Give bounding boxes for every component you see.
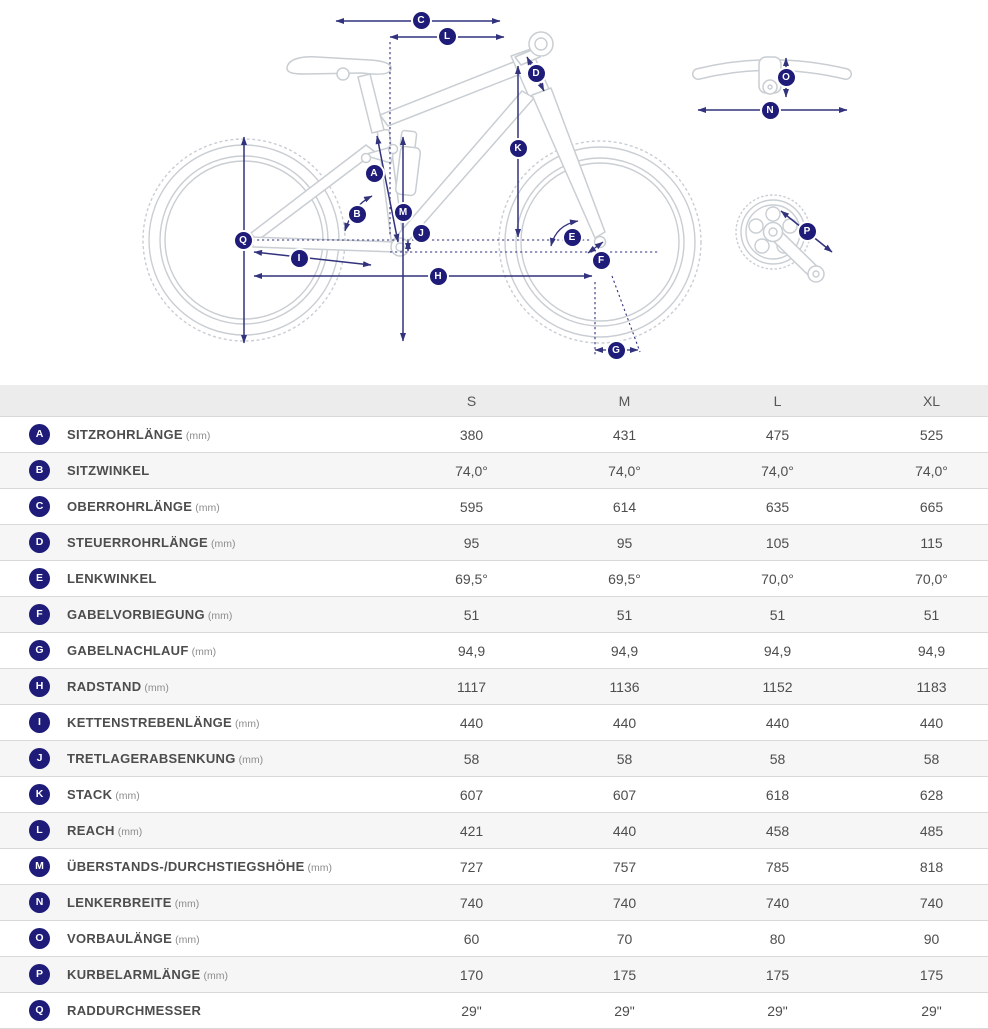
value-s: 58: [395, 741, 548, 777]
value-xl: 29": [854, 993, 988, 1029]
row-letter-badge: F: [29, 604, 50, 625]
value-l: 458: [701, 813, 854, 849]
measurement-label: ÜBERSTANDS-/DURCHSTIEGSHÖHE: [67, 858, 305, 874]
diagram-label-b: B: [347, 204, 368, 225]
value-xl: 628: [854, 777, 988, 813]
chain-stay: [252, 237, 397, 252]
value-m: 69,5°: [548, 561, 701, 597]
measurement-unit: (mm): [195, 501, 220, 514]
value-s: 1117: [395, 669, 548, 705]
value-xl: 74,0°: [854, 453, 988, 489]
crank-spindle: [764, 223, 783, 242]
value-xl: 70,0°: [854, 561, 988, 597]
measurement-unit: (mm): [175, 933, 200, 946]
diagram-label-n: N: [760, 100, 781, 121]
table-row: [0, 633, 988, 669]
row-letter-badge: H: [29, 676, 50, 697]
value-m: 614: [548, 489, 701, 525]
value-xl: 94,9: [854, 633, 988, 669]
measurement-label: RADSTAND: [67, 678, 142, 694]
diagram-label-i: I: [289, 248, 310, 269]
measurement-label: LENKWINKEL: [67, 570, 157, 586]
value-s: 29": [395, 993, 548, 1029]
corner-header-empty: [0, 385, 66, 417]
value-m: 740: [548, 885, 701, 921]
value-xl: 175: [854, 957, 988, 993]
diagram-label-j: J: [411, 223, 432, 244]
value-xl: 51: [854, 597, 988, 633]
front-hub: [595, 237, 606, 248]
diagram-label-a: A: [364, 163, 385, 184]
value-m: 757: [548, 849, 701, 885]
value-s: 95: [395, 525, 548, 561]
row-letter-badge: Q: [29, 1000, 50, 1021]
measurement-label: OBERROHRLÄNGE: [67, 498, 193, 514]
row-letter-badge: J: [29, 748, 50, 769]
value-xl: 740: [854, 885, 988, 921]
value-xl: 818: [854, 849, 988, 885]
table-header: [0, 385, 988, 417]
rear-shock: [395, 146, 421, 196]
row-letter-badge: P: [29, 964, 50, 985]
row-letter-badge: N: [29, 892, 50, 913]
value-m: 95: [548, 525, 701, 561]
diagram-label-l: L: [437, 26, 458, 47]
table-row: [0, 705, 988, 741]
row-letter-badge: K: [29, 784, 50, 805]
value-m: 175: [548, 957, 701, 993]
value-xl: 665: [854, 489, 988, 525]
value-l: 51: [701, 597, 854, 633]
value-s: 69,5°: [395, 561, 548, 597]
value-l: 785: [701, 849, 854, 885]
row-letter-badge: E: [29, 568, 50, 589]
measurement-unit: (mm): [115, 789, 140, 802]
value-m: 74,0°: [548, 453, 701, 489]
measurement-unit: (mm): [191, 645, 217, 658]
measurement-label: GABELNACHLAUF: [67, 642, 189, 658]
row-letter-badge: I: [29, 712, 50, 733]
row-letter-badge: O: [29, 928, 50, 949]
diagram-label-d: D: [526, 63, 547, 84]
value-m: 29": [548, 993, 701, 1029]
value-m: 1136: [548, 669, 701, 705]
value-xl: 525: [854, 417, 988, 453]
measurement-label: KETTENSTREBENLÄNGE: [67, 714, 233, 730]
row-letter-badge: C: [29, 496, 50, 517]
size-column-header-xl: XL: [854, 385, 988, 417]
table-row: [0, 489, 988, 525]
table-row: [0, 849, 988, 885]
row-letter-badge: M: [29, 856, 50, 877]
value-s: 607: [395, 777, 548, 813]
measurement-unit: (mm): [211, 537, 236, 550]
table-row: [0, 561, 988, 597]
measurement-label: LENKERBREITE: [67, 894, 172, 910]
value-l: 70,0°: [701, 561, 854, 597]
table-row: [0, 453, 988, 489]
table-row: [0, 777, 988, 813]
size-column-header-m: M: [548, 385, 701, 417]
geometry-diagram: [0, 0, 988, 385]
measurement-unit: (mm): [235, 717, 260, 730]
measurement-unit: (mm): [203, 969, 228, 982]
value-xl: 485: [854, 813, 988, 849]
table-row: [0, 741, 988, 777]
corner-header-empty: [66, 385, 395, 417]
value-s: 94,9: [395, 633, 548, 669]
value-l: 175: [701, 957, 854, 993]
stem-face: [529, 32, 553, 56]
value-l: 740: [701, 885, 854, 921]
value-xl: 90: [854, 921, 988, 957]
row-letter-badge: G: [29, 640, 50, 661]
table-row: [0, 813, 988, 849]
value-m: 70: [548, 921, 701, 957]
value-s: 74,0°: [395, 453, 548, 489]
measurement-label: SITZWINKEL: [67, 462, 150, 478]
bike-frame: [251, 32, 606, 256]
row-letter-badge: D: [29, 532, 50, 553]
value-l: 618: [701, 777, 854, 813]
measurement-label: STACK: [67, 786, 113, 802]
size-column-header-s: S: [395, 385, 548, 417]
row-letter-badge: L: [29, 820, 50, 841]
value-s: 595: [395, 489, 548, 525]
value-s: 380: [395, 417, 548, 453]
value-l: 74,0°: [701, 453, 854, 489]
seat-post: [358, 74, 384, 133]
value-s: 60: [395, 921, 548, 957]
value-s: 727: [395, 849, 548, 885]
table-row: [0, 885, 988, 921]
diagram-label-e: E: [562, 227, 583, 248]
value-l: 29": [701, 993, 854, 1029]
bike-geometry-svg: [0, 0, 988, 385]
diagram-label-o: O: [776, 67, 797, 88]
value-m: 51: [548, 597, 701, 633]
measurement-label: KURBELARMLÄNGE: [67, 966, 201, 982]
measurement-unit: (mm): [144, 681, 169, 694]
value-s: 170: [395, 957, 548, 993]
value-s: 421: [395, 813, 548, 849]
bottom-bracket: [391, 238, 409, 256]
value-m: 440: [548, 705, 701, 741]
measurement-unit: (mm): [207, 609, 233, 622]
value-xl: 1183: [854, 669, 988, 705]
value-l: 1152: [701, 669, 854, 705]
measurement-unit: (mm): [307, 861, 333, 874]
saddle-clamp: [337, 68, 349, 80]
value-l: 475: [701, 417, 854, 453]
table-row: [0, 525, 988, 561]
table-row: [0, 993, 988, 1029]
value-l: 94,9: [701, 633, 854, 669]
handlebar-front-view: [698, 57, 846, 94]
measurement-label: VORBAULÄNGE: [67, 930, 173, 946]
diagram-label-q: Q: [233, 230, 254, 251]
value-l: 80: [701, 921, 854, 957]
row-letter-badge: B: [29, 460, 50, 481]
diagram-label-k: K: [508, 138, 529, 159]
pedal-eye: [808, 266, 824, 282]
measurement-unit: (mm): [238, 753, 264, 766]
measurement-label: TRETLAGERABSENKUNG: [67, 750, 236, 766]
value-xl: 440: [854, 705, 988, 741]
measurement-label: REACH: [67, 822, 115, 838]
value-l: 58: [701, 741, 854, 777]
table-row: [0, 957, 988, 993]
value-l: 635: [701, 489, 854, 525]
measurement-unit: (mm): [174, 897, 200, 910]
measurement-label: STEUERROHRLÄNGE: [67, 534, 209, 550]
diagram-label-g: G: [606, 340, 627, 361]
table-row: [0, 597, 988, 633]
value-s: 440: [395, 705, 548, 741]
measurement-label: RADDURCHMESSER: [67, 1002, 202, 1018]
value-s: 51: [395, 597, 548, 633]
geometry-table: [0, 385, 988, 1029]
value-l: 105: [701, 525, 854, 561]
size-column-header-l: L: [701, 385, 854, 417]
measurement-unit: (mm): [117, 825, 143, 838]
value-m: 58: [548, 741, 701, 777]
value-m: 431: [548, 417, 701, 453]
diagram-label-p: P: [797, 221, 818, 242]
diagram-label-h: H: [428, 266, 449, 287]
measurement-label: SITZROHRLÄNGE: [67, 426, 183, 442]
value-m: 607: [548, 777, 701, 813]
table-row: [0, 417, 988, 453]
dim-chainstay-I: [254, 252, 371, 265]
diagram-label-m: M: [393, 202, 414, 223]
row-letter-badge: A: [29, 424, 50, 445]
value-m: 94,9: [548, 633, 701, 669]
value-xl: 58: [854, 741, 988, 777]
value-l: 440: [701, 705, 854, 741]
measurement-label: GABELVORBIEGUNG: [67, 606, 205, 622]
value-s: 740: [395, 885, 548, 921]
value-xl: 115: [854, 525, 988, 561]
measurement-unit: (mm): [185, 429, 211, 442]
diagram-label-f: F: [591, 250, 612, 271]
table-row: [0, 921, 988, 957]
value-m: 440: [548, 813, 701, 849]
table-row: [0, 669, 988, 705]
diagram-label-c: C: [411, 10, 432, 31]
